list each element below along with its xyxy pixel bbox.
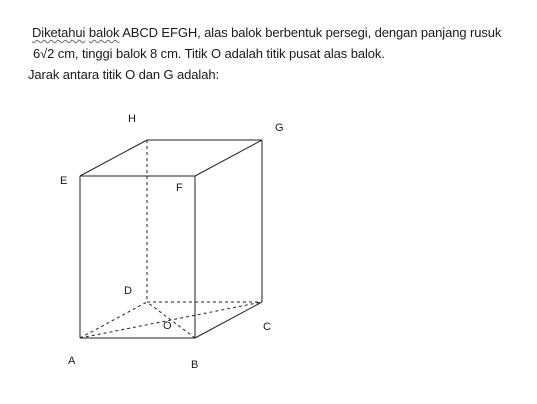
problem-line-2: 6√2 cm, tinggi balok 8 cm. Titik O adalah titik pusat alas balok. [33,46,385,61]
problem-line-1-rest: ABCD EFGH, alas balok berbentuk persegi, dengan panjang rusuk [119,25,502,40]
word-balok: balok [88,25,120,40]
vertex-label-B: B [191,359,199,371]
edge-AD-hidden [80,302,147,338]
word-diketahui: Diketahui [32,25,86,40]
vertex-label-C: C [263,321,271,333]
point-label-O: O [163,320,172,332]
edge-BC [195,302,262,338]
vertex-label-H: H [128,113,136,125]
vertex-label-G: G [275,122,284,134]
problem-line-3: Jarak antara titik O dan G adalah: [28,67,219,82]
edge-FG [195,140,262,176]
vertex-label-F: F [176,182,183,194]
vertex-label-A: A [68,355,76,367]
vertex-label-E: E [60,175,68,187]
vertex-label-D: D [124,285,132,297]
edge-EH [80,140,147,176]
